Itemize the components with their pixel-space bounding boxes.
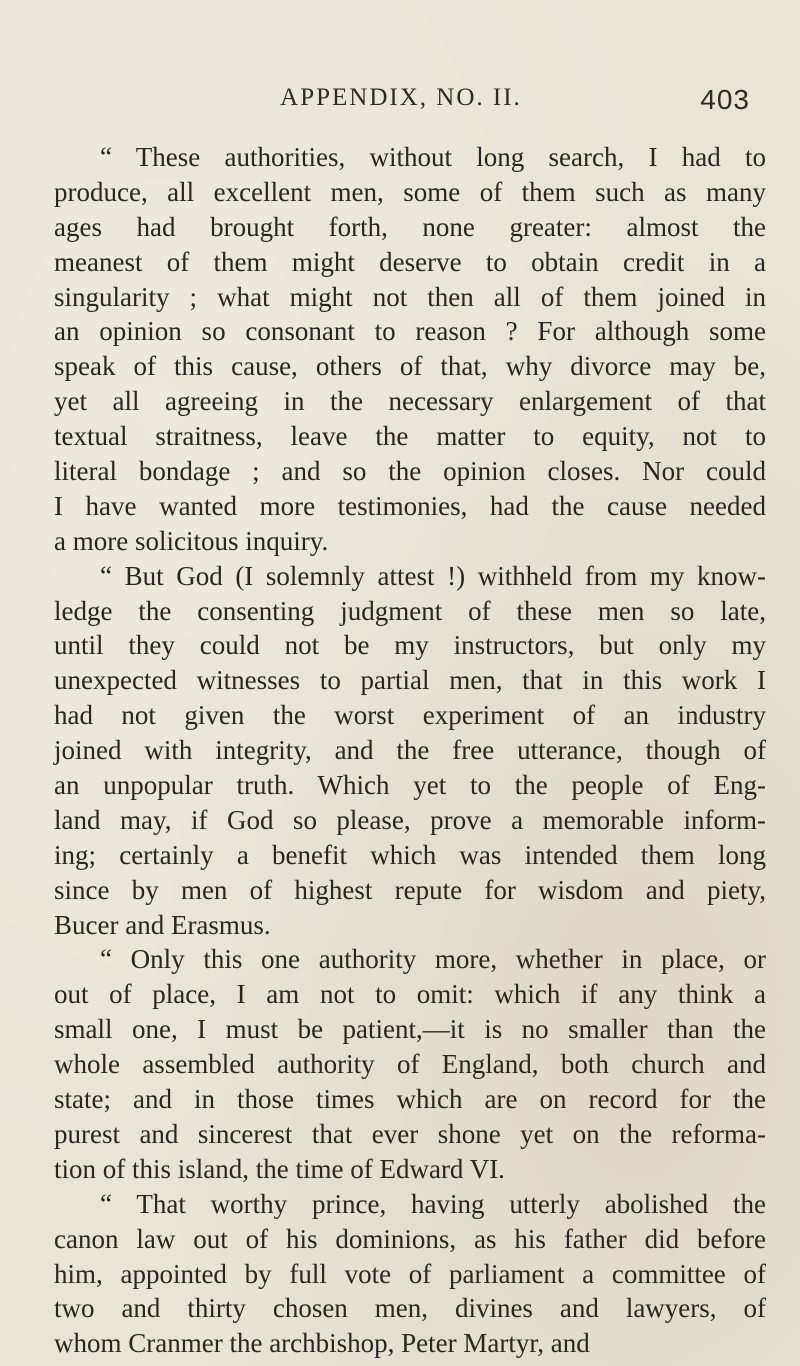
text-line: purest and sincerest that ever shone yet on the reforma- xyxy=(54,1118,766,1149)
text-line: tion of this island, the time of Edward VI. xyxy=(54,1153,505,1184)
text-line: canon law out of his dominions, as his father did before xyxy=(54,1223,766,1254)
text-line: ledge the consenting judgment of these men so late, xyxy=(54,595,766,626)
text-line: joined with integrity, and the free utterance, though of xyxy=(54,735,766,766)
text-line: a more solicitous inquiry. xyxy=(54,525,329,556)
text-line: him, appointed by full vote of parliament a committee of xyxy=(54,1258,766,1289)
page-number: 403 xyxy=(700,84,750,115)
text-line: textual straitness, leave the matter to equity, not to xyxy=(54,421,766,452)
text-line: out of place, I am not to omit: which if any think a xyxy=(54,979,766,1010)
text-line: land may, if God so please, prove a memorable inform- xyxy=(54,804,766,835)
paragraph xyxy=(54,1187,766,1361)
paragraph xyxy=(54,559,766,943)
paragraph xyxy=(54,942,766,1186)
text-line: “ But God (I solemnly attest !) withheld from my know- xyxy=(100,560,766,591)
text-line: ages had brought forth, none greater: almost the xyxy=(54,211,766,242)
text-line: unexpected witnesses to partial men, that in this work I xyxy=(54,665,766,696)
text-line: small one, I must be patient,—it is no smaller than the xyxy=(54,1014,766,1045)
text-line: two and thirty chosen men, divines and lawyers, of xyxy=(54,1293,766,1324)
text-line: literal bondage ; and so the opinion closes. Nor could xyxy=(54,456,766,487)
text-line: until they could not be my instructors, but only my xyxy=(54,630,766,661)
paragraph xyxy=(54,140,766,559)
running-title: APPENDIX, NO. II. xyxy=(280,84,522,111)
body-text xyxy=(54,140,766,1361)
text-line: speak of this cause, others of that, why divorce may be, xyxy=(54,351,766,382)
running-head xyxy=(52,84,750,124)
text-line: singularity ; what might not then all of them joined in xyxy=(54,281,766,312)
text-line: an unpopular truth. Which yet to the people of Eng- xyxy=(54,770,766,801)
text-line: whom Cranmer the archbishop, Peter Martyr, and xyxy=(54,1328,590,1359)
text-line: meanest of them might deserve to obtain credit in a xyxy=(54,246,766,277)
text-line: had not given the worst experiment of an industry xyxy=(54,700,766,731)
text-line: whole assembled authority of England, both church and xyxy=(54,1049,766,1080)
text-line: state; and in those times which are on record for the xyxy=(54,1084,766,1115)
text-line: “ Only this one authority more, whether in place, or xyxy=(100,944,766,975)
text-line: produce, all excellent men, some of them such as many xyxy=(54,176,766,207)
text-line: I have wanted more testimonies, had the cause needed xyxy=(54,490,766,521)
text-line: “ These authorities, without long search, I had to xyxy=(100,142,766,172)
text-line: Bucer and Erasmus. xyxy=(54,909,271,940)
text-line: “ That worthy prince, having utterly abolished the xyxy=(100,1188,766,1219)
text-line: ing; certainly a benefit which was intended them long xyxy=(54,839,766,870)
text-line: since by men of highest repute for wisdom and piety, xyxy=(54,874,766,905)
text-line: yet all agreeing in the necessary enlargement of that xyxy=(54,386,766,417)
text-line: an opinion so consonant to reason ? For although some xyxy=(54,316,766,347)
